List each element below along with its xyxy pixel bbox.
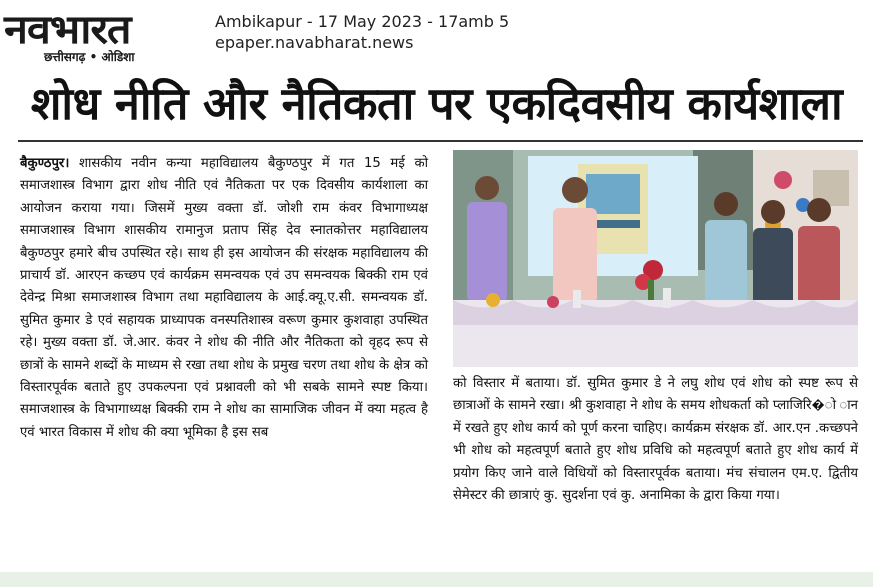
event-photo <box>453 150 858 367</box>
article-column-right: को विस्तार में बताया। डॉ. सुमित कुमार डे ने लघु शोध एवं शोध को स्पष्ट रूप से छात्राओं के सामने रखा। श्री कुशवाहा ने शोध के समय शोधकर्ता को प्लाजिरि�ो ान में रखते हुए शोध कार्य को पूर्ण करना चाहिए। कार्यक्रम संरक्षक डॉ. आर.एन .कच्छपने भी शोध को महत्वपूर्ण बताते हुए शोध प्रविधि को महत्वपूर्ण बताते हुए शोध कार्य में प्रयोग किए जाने वाले विधियों को विस्तारपूर्वक बताया। मंच संचालन एम.ए. द्वितीय सेमेस्टर की छात्राएं कु. सुदर्शना एवं कु. अनामिका के द्वारा किया गया। <box>453 376 858 504</box>
article-body-left: शासकीय नवीन कन्या महाविद्यालय बैकुण्ठपुर में गत 15 मई को समाजशास्त्र विभाग द्वारा शोध नीति एवं नैतिकता पर एक दिवसीय कार्यशाला का आयोजन कराया गया। जिसमें मुख्य वक्ता डॉ. जोशी राम कंवर विभागाध्यक्ष समाजशास्त्र विभाग शासकीय रामानुज प्रताप सिंह देव स्नातकोत्तर महाविद्यालय बैकुण्ठपुर हमारे बीच उपस्थित रहे। साथ ही इस आयोजन की संरक्षक महाविद्यालय की प्राचार्य डॉ. आरएन कच्छप एवं कार्यक्रम समन्वयक एवं उप समन्वयक बिक्की राम एवं देवेन्द्र मिश्रा समाजशास्त्र विभाग तथा महाविद्यालय के आई.क्यू.ए.सी. समन्वयक डॉ. सुमित कुमार डे एवं सहायक प्राध्यापक वनस्पतिशास्त्र वरूण कुमार कुशवाहा उपस्थित रहे। मुख्य वक्ता डॉ. जे.आर. कंवर ने शोध की नीति और नैतिकता को वृहद रूप से छात्रों के सामने शब्दों के माध्यम से रखा तथा शोध के प्रमुख चरण तथा शोध के क्षेत्र को विस्तारपूर्वक बताते हुए उपकल्पना एवं प्रश्नावली को भी सबके सामने स्पष्ट किया। समाजशास्त्र के विभागाध्यक्ष बिक्की राम ने शोध का सामाजिक जीवन में क्या महत्व है एवं भारत विकास में शोध की क्या भूमिका है इस सब <box>20 156 428 440</box>
logo-region: छत्तीसगढ़ • ओडिशा <box>44 50 135 64</box>
page-footer-bar <box>0 572 873 587</box>
dateline: बैकुण्ठपुर। <box>20 156 70 171</box>
headline-divider <box>18 140 863 142</box>
edition-info: Ambikapur - 17 May 2023 - 17amb 5 <box>215 12 510 31</box>
source-url: epaper.navabharat.news <box>215 33 414 52</box>
article-column-left <box>20 153 428 444</box>
event-photo-image <box>453 150 858 367</box>
logo-wordmark: नवभारत <box>4 7 131 53</box>
masthead <box>0 0 873 70</box>
article-headline: शोध नीति और नैतिकता पर एकदिवसीय कार्यशाला <box>30 77 843 130</box>
newspaper-logo <box>4 4 194 62</box>
